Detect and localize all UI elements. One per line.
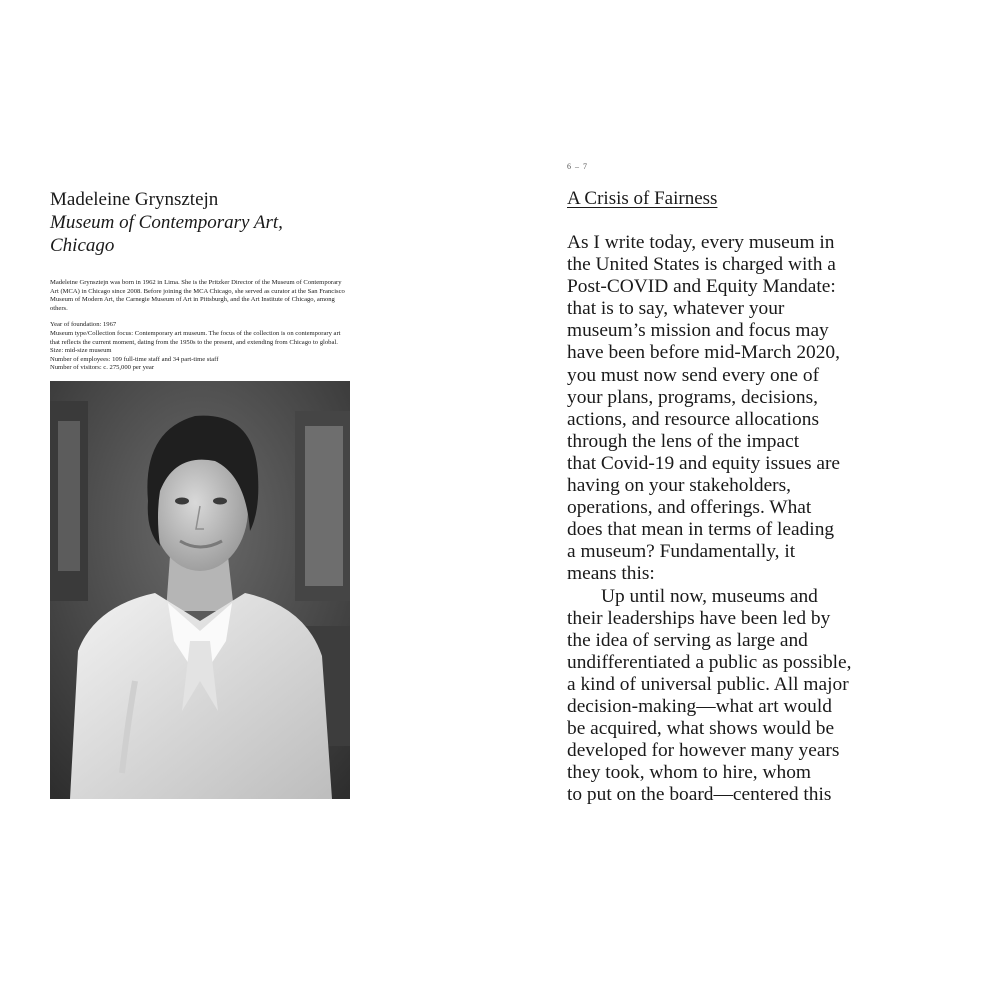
body-line: museum’s mission and focus may <box>567 320 829 342</box>
body-line: Up until now, museums and <box>601 585 818 607</box>
body-line: means this: <box>567 563 655 585</box>
essay-title: A Crisis of Fairness <box>567 188 718 209</box>
fact-visitors: Number of visitors: c. 275,000 per year <box>50 364 155 372</box>
page-folio: 6 – 7 <box>567 162 588 171</box>
profile-museum: Museum of Contemporary Art, Chicago <box>50 212 283 256</box>
portrait-photo <box>50 381 350 799</box>
body-line: they took, whom to hire, whom <box>567 762 811 784</box>
body-line: your plans, programs, decisions, <box>567 386 818 408</box>
museum-facts <box>50 321 350 373</box>
body-line: Post-COVID and Equity Mandate: <box>567 276 836 298</box>
body-line: decision-making—what art would <box>567 695 832 717</box>
body-line: As I write today, every museum in <box>567 232 835 253</box>
body-line: the United States is charged with a <box>567 254 836 276</box>
body-line: undifferentiated a public as possible, <box>567 651 852 673</box>
body-line: having on your stakeholders, <box>567 475 792 497</box>
profile-name: Madeleine Grynsztejn <box>50 189 219 210</box>
body-line: that is to say, whatever your <box>567 298 785 320</box>
body-line: a kind of universal public. All major <box>567 673 849 695</box>
body-line: operations, and offerings. What <box>567 497 812 519</box>
body-line: a museum? Fundamentally, it <box>567 541 796 563</box>
essay-body <box>567 232 887 806</box>
fact-collection: Museum type/Collection focus: Contemporary art museum. The focus of the collection is on contemporary art that reflects the current moment, dating from the 1950s to the present, and extending from Chicago to global. <box>50 329 341 346</box>
fact-size: Size: mid-size museum <box>50 347 112 355</box>
body-line: the idea of serving as large and <box>567 629 808 651</box>
fact-foundation: Year of foundation: 1967 <box>50 321 117 329</box>
profile-bio: Madeleine Grynsztejn was born in 1962 in Lima. She is the Pritzker Director of the Museum of Contemporary Art (MCA) in Chicago since 2008. Before joining the MCA Chicago, she served as curator at the San Francisco Museum of Modern Art, the Carnegie Museum of Art in Pittsburgh, and the Art Institute of Chicago, among others. <box>50 279 345 312</box>
body-line: have been before mid-March 2020, <box>567 342 840 364</box>
body-line: be acquired, what shows would be <box>567 718 835 740</box>
body-line: that Covid-19 and equity issues are <box>567 452 841 474</box>
body-line: actions, and resource allocations <box>567 408 819 430</box>
fact-employees: Number of employees: 109 full-time staff and 34 part-time staff <box>50 355 219 363</box>
body-line: to put on the board—centered this <box>567 784 832 806</box>
left-page <box>50 188 350 373</box>
body-line: does that mean in terms of leading <box>567 519 835 541</box>
body-line: their leaderships have been led by <box>567 607 831 629</box>
body-line: you must now send every one of <box>567 364 820 386</box>
body-line: through the lens of the impact <box>567 430 800 452</box>
body-line: developed for however many years <box>567 740 840 762</box>
